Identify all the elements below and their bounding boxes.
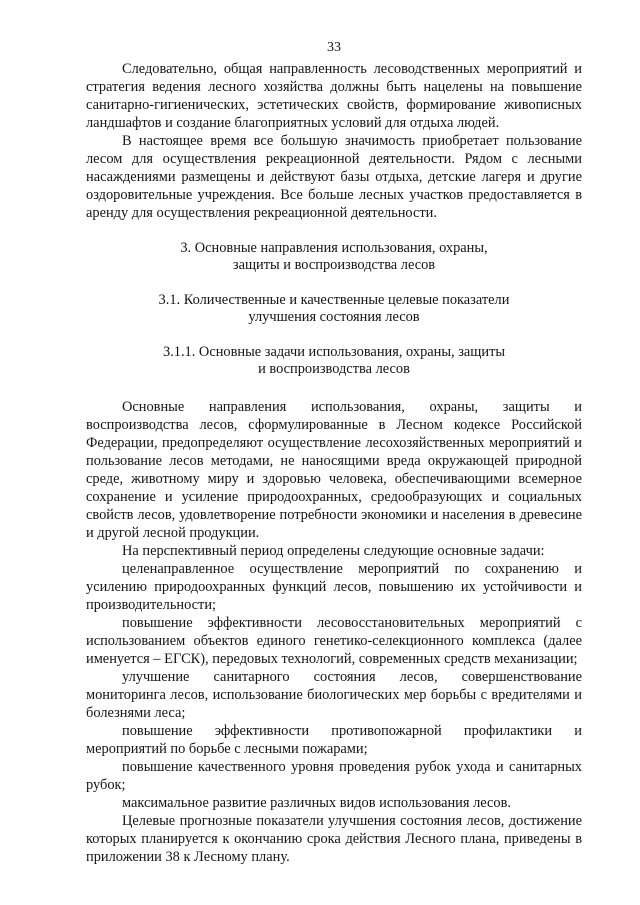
document-body [86,60,582,866]
task-item: повышение эффективности противопожарной профилактики и мероприятий по борьбе с лесными пожарами; [86,723,582,757]
task-item: повышение эффективности лесовосстановительных мероприятий с использованием объектов единого генетико-селекционного комплекса (далее именуется – ЕГСК), передовых технологий, современных средств механизации; [86,615,582,667]
heading-line: улучшения состояния лесов [248,309,420,325]
paragraph: Следовательно, общая направленность лесоводственных мероприятий и стратегия ведения лесного хозяйства должны быть нацелены на повышение санитарно-гигиенических, эстетических свойств, формирование живописных ландшафтов и создание благоприятных условий для отдыха людей. [86,61,582,131]
section-heading-3 [86,240,582,274]
heading-line: 3. Основные направления использования, охраны, [180,240,488,256]
paragraph: Целевые прогнозные показатели улучшения состояния лесов, достижение которых планируется к окончанию срока действия Лесного плана, приведены в приложении 38 к Лесному плану. [86,813,582,865]
heading-line: 3.1.1. Основные задачи использования, охраны, защиты [162,344,506,360]
task-item: улучшение санитарного состояния лесов, совершенствование мониторинга лесов, использование биологических мер борьбы с вредителями и болезнями леса; [86,669,582,721]
section-heading-3-1-1 [86,344,582,378]
heading-line: и воспроизводства лесов [258,361,410,377]
task-item: целенаправленное осуществление мероприятий по сохранению и усилению природоохранных функций лесов, повышению их устойчивости и производительности; [86,561,582,613]
page-number: 33 [327,40,341,55]
paragraph: В настоящее время все большую значимость приобретает пользование лесом для осуществления рекреационной деятельности. Рядом с лесными насаждениями размещены и действуют базы отдыха, детские лагеря и другие оздоровительные учреждения. Все больше лесных участков предоставляется в аренду для осуществления рекреационной деятельности. [86,133,582,221]
task-item: повышение качественного уровня проведения рубок ухода и санитарных рубок; [86,759,582,793]
paragraph: Основные направления использования, охраны, защиты и воспроизводства лесов, сформулированные в Лесном кодексе Российской Федерации, предопределяют осуществление лесохозяйственных мероприятий и пользование лесов методами, не наносящими вреда окружающей природной среде, животному миру и здоровью человека, обеспечивающими всемерное сохранение и усиление природоохранных, средообразующих и социальных свойств лесов, удовлетворение потребности экономики и населения в древесине и другой лесной продукции. [86,399,582,541]
heading-line: защиты и воспроизводства лесов [232,257,436,273]
paragraph: На перспективный период определены следующие основные задачи: [122,543,545,559]
task-item: максимальное развитие различных видов использования лесов. [122,795,511,811]
section-heading-3-1 [86,292,582,326]
heading-line: 3.1. Количественные и качественные целевые показатели [158,292,510,308]
